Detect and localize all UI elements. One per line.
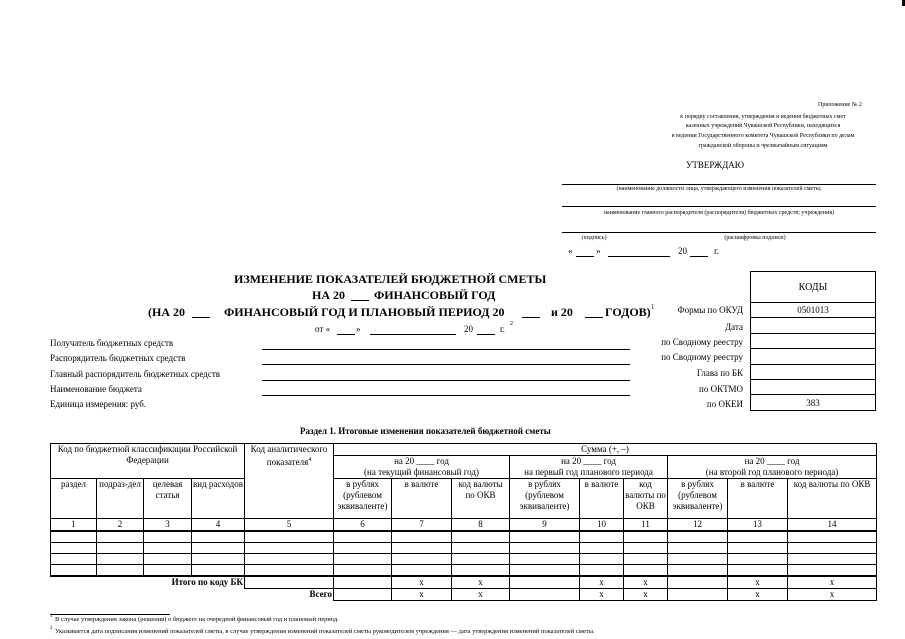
period-3-c: (на второй год планового периода) (705, 467, 839, 477)
col-num-2: 2 (97, 519, 144, 532)
footnote-1: В случае утверждения закона (решения) о бюджете на очередной финансовый год и плановый период. (55, 616, 339, 623)
x-mark: x (392, 589, 452, 601)
col-analytic-text: Код аналитического показателя (250, 444, 328, 467)
sub-expense-type: вид расходов (192, 479, 245, 519)
heading-line-3b: ФИНАНСОВЫЙ ГОД И ПЛАНОВЫЙ ПЕРИОД 20 (224, 305, 505, 319)
code-label-date: Дата (725, 322, 743, 332)
approve-title: УТВЕРЖДАЮ (686, 160, 745, 170)
field-unit: Единица измерения: руб. (50, 399, 147, 409)
table-row[interactable] (51, 531, 877, 543)
section-title: Раздел 1. Итоговые изменения показателей бюджетной сметы (300, 426, 551, 436)
sub-rub-3: в рублях (рублевом эквиваленте) (668, 479, 728, 519)
decode-caption: (расшифровка подписи) (724, 235, 786, 241)
col-num-1: 1 (51, 519, 97, 532)
code-registry-1[interactable] (751, 333, 876, 348)
footnote-mark-1: 1 (50, 614, 53, 619)
field-chief-manager-line[interactable] (262, 380, 630, 381)
appendix-title: Приложение № 2 (818, 102, 862, 108)
code-oktmo[interactable] (751, 379, 876, 394)
heading-line-3a: (НА 20 (148, 305, 185, 319)
field-recipient-line[interactable] (262, 349, 630, 350)
field-chief-manager: Главный распорядитель бюджетных средств (50, 369, 220, 379)
codes-table (750, 271, 876, 411)
col-analytic-header (245, 444, 334, 519)
x-mark: x (452, 589, 510, 601)
footnote-2: Указывается дата подписания изменений показателей сметы, в случае утверждения изменений показателей сметы руководителем учреждения — дата утверждения изменений показателей сметы. (55, 628, 595, 635)
field-manager: Распорядитель бюджетных средств (50, 353, 186, 363)
approve-date-open: « (568, 246, 573, 256)
approve-date-close: » (596, 246, 601, 256)
appendix-line-1: к порядку составления, утверждения и ведения бюджетных смет (680, 114, 846, 120)
x-mark: x (452, 576, 510, 589)
code-registry-2[interactable] (751, 349, 876, 364)
heading-line-3c: и 20 (551, 305, 573, 319)
period-2-a: на 20 (561, 456, 582, 466)
heading-line-2a: НА 20 (312, 288, 345, 302)
col-num-10: 10 (580, 519, 624, 532)
x-mark: x (788, 576, 877, 589)
appendix-line-3: в ведении Государственного комитета Чувашской Республики по делам (671, 133, 855, 139)
org-caption: наименование главного распорядителя (распорядителя) бюджетных средств; учреждения) (603, 210, 835, 216)
x-mark: x (580, 589, 624, 601)
table-row[interactable] (51, 565, 877, 577)
approve-year-prefix: 20 (678, 246, 687, 256)
appendix-line-4: гражданской обороны и чрезвычайным ситуациям (698, 143, 828, 149)
period-1-a: на 20 (394, 456, 415, 466)
sub-okv-2: код валюты по ОКВ (624, 479, 668, 519)
heading-sup-2: 2 (510, 321, 513, 327)
table-row[interactable] (51, 543, 877, 554)
period-1-b: год (436, 456, 449, 466)
sign-caption: (подпись) (581, 235, 607, 241)
code-label-chapter: Глава по БК (696, 368, 743, 378)
col-num-6: 6 (334, 519, 392, 532)
period-3-a: на 20 (744, 456, 765, 466)
heading-date-from: от « (315, 324, 331, 334)
period-3-header: на 20 ____ год (на второй год планового периода) (668, 456, 877, 479)
col-num-11: 11 (624, 519, 668, 532)
col-num-12: 12 (668, 519, 728, 532)
okei-value: 383 (751, 395, 876, 410)
total-bk-row (51, 576, 877, 589)
period-2-b: год (603, 456, 616, 466)
heading-date-year: 20 (464, 324, 473, 334)
col-num-9: 9 (510, 519, 580, 532)
footnote-mark-2: 2 (50, 626, 53, 631)
col-num-7: 7 (392, 519, 452, 532)
sub-subsection: подраз-дел (97, 479, 144, 519)
okud-label: Формы по ОКУД (677, 305, 743, 315)
table-row[interactable] (51, 554, 877, 565)
heading-sup-1: 1 (651, 303, 655, 311)
sub-target-article: целевая статья (144, 479, 192, 519)
col-sum-header: Сумма (+, –) (334, 444, 877, 456)
approve-year-suffix: г. (714, 246, 719, 256)
period-2-c: на первый год планового периода (524, 467, 653, 477)
period-2-header: на 20 ____ год на первый год планового периода (510, 456, 668, 479)
sub-rub-1: в рублях (рублевом эквиваленте) (334, 479, 392, 519)
heading-date-close: » (356, 324, 361, 334)
heading-line-2b: ФИНАНСОВЫЙ ГОД (374, 288, 496, 302)
position-caption: (наименование должности лица, утверждающего изменения показателей сметы; (616, 186, 822, 192)
sub-section: раздел (51, 479, 97, 519)
col-num-3: 3 (144, 519, 192, 532)
code-label-registry-2: по Сводному реестру (661, 352, 743, 362)
field-budget-name: Наименование бюджета (50, 384, 142, 394)
changes-table (50, 443, 877, 601)
x-mark: x (728, 576, 788, 589)
code-label-okei: по ОКЕИ (706, 399, 743, 409)
col-bk-header: Код по бюджетной классификации Российской Федерации (51, 444, 245, 479)
period-3-b: год (787, 456, 800, 466)
x-mark: x (788, 589, 877, 601)
code-chapter[interactable] (751, 364, 876, 379)
heading-line-3d: ГОДОВ) (605, 305, 651, 319)
heading-line-1: ИЗМЕНЕНИЕ ПОКАЗАТЕЛЕЙ БЮДЖЕТНОЙ СМЕТЫ (234, 272, 547, 286)
heading-date-suffix: г. (500, 324, 505, 334)
total-all-row (51, 589, 877, 601)
period-1-c: (на текущий финансовый год) (364, 467, 479, 477)
x-mark: x (624, 589, 668, 601)
total-bk-label: Итого по коду БК (51, 576, 245, 589)
sub-cur-1: в валюте (392, 479, 452, 519)
col-num-5: 5 (245, 519, 334, 532)
col-analytic-sup: 4 (308, 457, 312, 463)
col-num-8: 8 (452, 519, 510, 532)
field-recipient: Получатель бюджетных средств (50, 338, 174, 348)
x-mark: x (580, 576, 624, 589)
code-label-oktmo: по ОКТМО (699, 384, 743, 394)
period-1-header: на 20 ____ год (на текущий финансовый год) (334, 456, 510, 479)
total-all-label: Всего (51, 589, 334, 601)
sub-cur-2: в валюте (580, 479, 624, 519)
sub-okv-1: код валюты по ОКВ (452, 479, 510, 519)
codes-header: КОДЫ (751, 272, 876, 303)
x-mark: x (392, 576, 452, 589)
code-date[interactable] (751, 318, 876, 333)
sub-rub-2: в рублях (рублевом эквиваленте) (510, 479, 580, 519)
okud-value: 0501013 (751, 303, 876, 318)
sub-cur-3: в валюте (728, 479, 788, 519)
col-num-4: 4 (192, 519, 245, 532)
sub-okv-3: код валюты по ОКВ (788, 479, 877, 519)
appendix-line-2: казенных учреждений Чувашской Республики, находящихся (685, 123, 841, 129)
field-manager-line[interactable] (262, 364, 630, 365)
x-mark: x (624, 576, 668, 589)
field-budget-name-line[interactable] (262, 395, 630, 396)
x-mark: x (728, 589, 788, 601)
col-num-14: 14 (788, 519, 877, 532)
col-num-13: 13 (728, 519, 788, 532)
code-label-registry-1: по Сводному реестру (661, 337, 743, 347)
